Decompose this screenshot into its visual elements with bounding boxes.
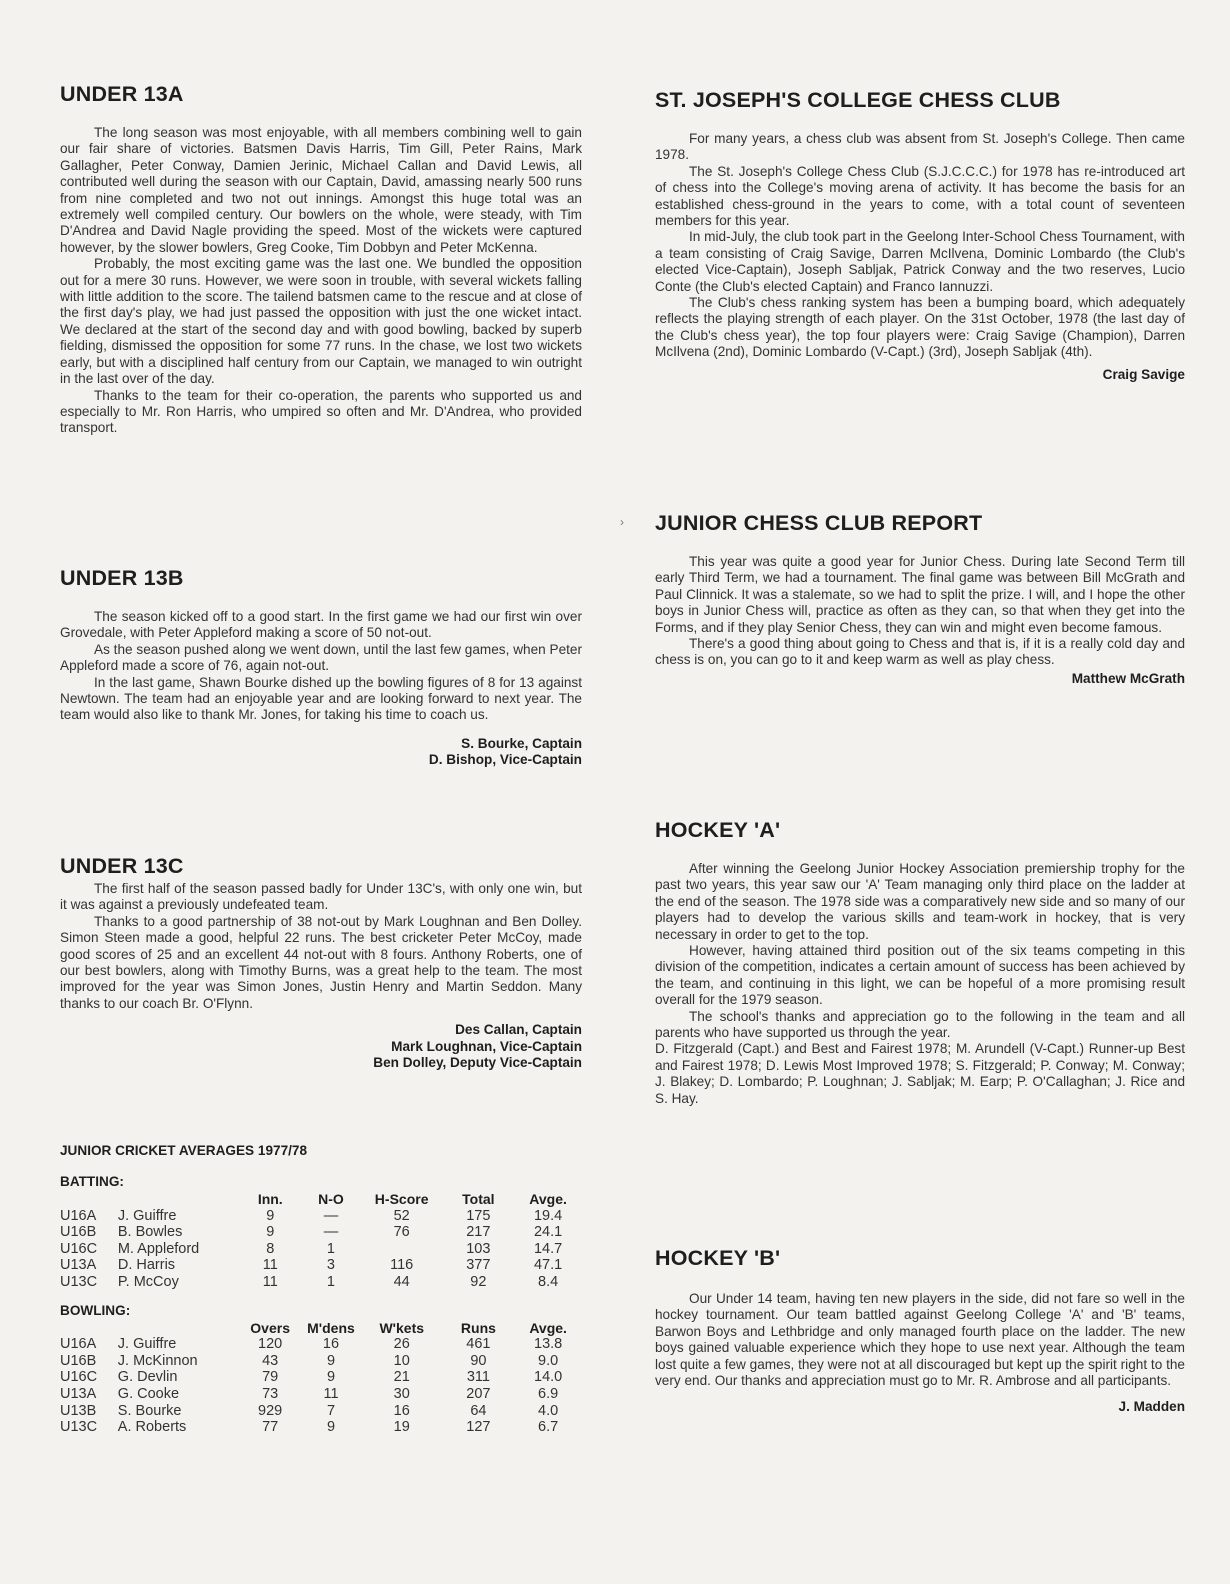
- hockey-a-paragraph: The school's thanks and appreciation go to the following in the team and all parents who have supported us through the year.: [655, 1008, 1185, 1041]
- table-cell: 11: [323, 1385, 339, 1402]
- table-cell: [361, 1241, 443, 1258]
- under-13b-body: [60, 609, 582, 724]
- table-cell: 73: [262, 1385, 279, 1402]
- table-header-cell: Overs: [250, 1319, 290, 1336]
- table-cell: U16B: [60, 1352, 97, 1369]
- table-cell: 461: [466, 1336, 491, 1353]
- table-cell: 9: [266, 1207, 275, 1224]
- junior-chess-body: [655, 554, 1185, 669]
- hockey-b-body: [655, 1291, 1185, 1389]
- under-13b-paragraph: In the last game, Shawn Bourke dished up the bowling figures of 8 for 13 against Newtown. The team had an enjoyable year and are looking forward to next year. The team would also like to thank Mr. Jones, for taking his time to coach us.: [60, 674, 582, 723]
- table-row: [60, 1403, 582, 1420]
- table-cell: 9: [326, 1352, 336, 1369]
- table-cell: 14.7: [533, 1240, 563, 1257]
- table-row: [60, 1257, 582, 1274]
- chess-club-paragraph: For many years, a chess club was absent from St. Joseph's College. Then came 1978.: [655, 131, 1185, 163]
- table-cell: 77: [262, 1419, 279, 1436]
- table-cell: G. Devlin: [117, 1369, 178, 1386]
- under-13a-paragraph: Thanks to the team for their co-operation, the parents who supported us and especially to Mr. Ron Harris, who umpired so often and Mr. D'Andrea, who provided transport.: [60, 387, 582, 436]
- hockey-a-section: [655, 818, 1185, 1107]
- hockey-a-paragraph: However, having attained third position out of the six teams competing in this division of the competition, indicates a certain amount of success has been achieved by the team, and continuing in this light, we can be hopeful of a more promising result overall for the 1979 season.: [655, 943, 1185, 1008]
- chess-club-body: [655, 131, 1185, 361]
- table-cell: A. Roberts: [117, 1419, 187, 1436]
- hockey-b-section: [655, 1246, 1185, 1416]
- under-13b-section: [60, 566, 582, 769]
- under-13b-paragraph: The season kicked off to a good start. In the first game we had our first win over Grovedale, with Peter Appleford making a score of 50 not-out.: [60, 609, 582, 641]
- under-13c-signature: Des Callan, Captain: [455, 1022, 582, 1038]
- chess-club-paragraph: The Club's chess ranking system has been a bumping board, which adequately reflects the playing strength of each player. On the 31st October, 1978 (the last day of the Club's chess year), the top four players were: Craig Savige (Champion), Darren McIlvena (2nd), Dominic Lombardo (V-Capt.) (3rd), Joseph Sabljak (4th).: [655, 295, 1185, 360]
- table-cell: S. Bourke: [117, 1402, 182, 1419]
- junior-chess-paragraph: There's a good thing about going to Chess and that is, if it is a really cold day and chess is on, you can go to it and keep warm as well as play chess.: [655, 636, 1185, 668]
- table-header-cell: W'kets: [379, 1319, 425, 1336]
- chess-club-signature: Craig Savige: [1102, 366, 1185, 382]
- table-cell: 9: [326, 1369, 336, 1386]
- table-cell: U16A: [60, 1207, 97, 1224]
- table-cell: 120: [258, 1336, 283, 1353]
- table-cell: 76: [393, 1224, 410, 1241]
- under-13a-title: UNDER 13A: [60, 82, 184, 106]
- table-cell: 14.0: [534, 1369, 563, 1386]
- table-cell: 24.1: [533, 1224, 563, 1241]
- table-cell: 116: [390, 1257, 414, 1274]
- table-cell: D. Harris: [117, 1257, 176, 1274]
- hockey-b-paragraph: Our Under 14 team, having ten new players in the side, did not fare so well in the hockey tournament. Our team battled against Geelong College 'A' and 'B' teams, Barwon Boys and Lethbridge and only managed fourth place on the ladder. The new boys gained valuable experience which they hope to use next year. Although the team lost quite a few games, they were not at all discouraged but kept up the spirit right to the very end. Our thanks and appreciation must go to Mr. R. Ambrose and all participants.: [655, 1291, 1185, 1389]
- table-row: [60, 1241, 582, 1258]
- table-row: [60, 1353, 582, 1370]
- table-cell: 217: [466, 1224, 491, 1241]
- table-cell: —: [323, 1207, 339, 1224]
- table-cell: 21: [393, 1369, 410, 1386]
- table-cell: 127: [466, 1419, 491, 1436]
- table-header-row: [60, 1320, 582, 1337]
- under-13b-signature: S. Bourke, Captain: [461, 735, 582, 751]
- table-cell: 64: [470, 1402, 487, 1419]
- hockey-b-signature: J. Madden: [1118, 1399, 1185, 1415]
- table-cell: 9: [326, 1419, 336, 1436]
- under-13c-paragraph: The first half of the season passed badly for Under 13C's, with only one win, but it was against a previously undefeated team.: [60, 881, 582, 913]
- table-header-cell: Inn.: [257, 1191, 283, 1207]
- table-cell: 103: [466, 1240, 491, 1257]
- table-cell: 4.0: [538, 1402, 559, 1419]
- table-cell: 92: [470, 1273, 487, 1290]
- bowling-label: BOWLING:: [60, 1302, 131, 1318]
- table-cell: U16B: [60, 1224, 97, 1241]
- table-cell: 47.1: [533, 1257, 563, 1274]
- table-header-cell: Total: [462, 1191, 495, 1207]
- under-13b-title: UNDER 13B: [60, 566, 184, 590]
- table-header-cell: M'dens: [307, 1319, 355, 1336]
- table-cell: U13B: [60, 1402, 97, 1419]
- table-cell: 43: [262, 1352, 279, 1369]
- batting-label: BATTING:: [60, 1174, 124, 1189]
- table-cell: —: [323, 1224, 339, 1241]
- table-cell: 16: [322, 1336, 340, 1353]
- table-cell: 26: [393, 1336, 410, 1353]
- table-cell: 207: [466, 1385, 491, 1402]
- cricket-averages-section: [60, 1143, 582, 1436]
- table-cell: 30: [393, 1385, 410, 1402]
- table-cell: 13.8: [534, 1336, 563, 1353]
- table-header-cell: N-O: [318, 1191, 344, 1207]
- table-header-cell: Avge.: [529, 1319, 567, 1336]
- table-cell: 9.0: [538, 1352, 559, 1369]
- table-row: [60, 1208, 582, 1225]
- table-cell: 79: [262, 1369, 279, 1386]
- table-cell: U16C: [60, 1369, 98, 1386]
- under-13a-paragraph: The long season was most enjoyable, with all members combining well to gain our fair share of victories. Batsmen Davis Harris, Tim Gill, Peter Rains, Mark Gallagher, Peter Conway, Damien Jerinic, Michael Callan and David Lewis, all contributed well during the season with our Captain, David, amassing nearly 500 runs from nine completed and two not out innings. Amongst this huge total was an extremely well compiled century. Our bowlers on the whole, were steady, with Tim D'Andrea and David Nagle providing the speed. Most of the wickets were captured however, by the slower bowlers, Greg Cooke, Tim Dobbyn and Peter McKenna.: [60, 125, 582, 255]
- table-cell: U13A: [60, 1385, 97, 1402]
- table-cell: M. Appleford: [117, 1240, 200, 1257]
- table-header-cell: [118, 1320, 239, 1337]
- under-13c-signature: Mark Loughnan, Vice-Captain: [391, 1038, 582, 1054]
- table-row: [60, 1274, 582, 1291]
- table-row: [60, 1224, 582, 1241]
- table-cell: 11: [262, 1273, 278, 1290]
- table-cell: 19: [393, 1419, 410, 1436]
- chess-club-paragraph: In mid-July, the club took part in the Geelong Inter-School Chess Tournament, with a team consisting of Craig Savige, Darren McIlvena, Dominic Lombardo (the Club's elected Vice-Captain), Joseph Sabljak, Patrick Conway and the two reserves, Lucio Conte (the Club's elected Captain) and Franco Iannuzzi.: [655, 229, 1185, 294]
- table-cell: 7: [326, 1402, 336, 1419]
- table-cell: P. McCoy: [117, 1273, 179, 1290]
- table-cell: U13C: [60, 1273, 98, 1290]
- table-cell: 6.9: [538, 1385, 559, 1402]
- table-cell: B. Bowles: [117, 1224, 183, 1241]
- table-cell: 16: [393, 1402, 410, 1419]
- table-cell: 9: [266, 1224, 275, 1241]
- stray-mark: ›: [620, 515, 624, 529]
- hockey-b-title: HOCKEY 'B': [655, 1246, 781, 1270]
- table-header-cell: [60, 1191, 118, 1208]
- table-cell: 90: [470, 1352, 487, 1369]
- hockey-a-paragraph: D. Fitzgerald (Capt.) and Best and Fairest 1978; M. Arundell (V-Capt.) Runner-up Best and Fairest 1978; D. Lewis Most Improved 1978; S. Fitzgerald; P. Conway; M. Conway; J. Blakey; D. Lombardo; P. Loughnan; J. Sabljak; M. Earp; P. O'Callaghan; J. Rice and S. Hay.: [655, 1041, 1185, 1106]
- hockey-a-title: HOCKEY 'A': [655, 818, 781, 842]
- table-header-cell: [60, 1320, 118, 1337]
- table-cell: 8: [266, 1240, 275, 1257]
- under-13b-signature: D. Bishop, Vice-Captain: [428, 752, 582, 768]
- table-row: [60, 1419, 582, 1436]
- table-cell: J. McKinnon: [117, 1352, 198, 1369]
- under-13c-paragraph: Thanks to a good partnership of 38 not-out by Mark Loughnan and Ben Dolley. Simon Steen made a good, helpful 22 runs. The best cricketer Peter McCoy, made good scores of 25 and an excellent 44 not-out with 8 fours. Anthony Roberts, one of our best bowlers, along with Timothy Burns, was a great help to the team. The most improved for the year was Simon Jones, Justin Henry and Martin Seddon. Many thanks to our coach Br. O'Flynn.: [60, 913, 582, 1011]
- chess-club-title: ST. JOSEPH'S COLLEGE CHESS CLUB: [655, 88, 1061, 112]
- under-13a-body: [60, 125, 582, 437]
- chess-club-paragraph: The St. Joseph's College Chess Club (S.J.C.C.C.) for 1978 has re-introduced art of chess into the College's moving arena of activity. It has become the basis for an established chess-ground in the years to come, with a total count of seventeen members for this year.: [655, 163, 1185, 229]
- table-cell: 929: [258, 1402, 283, 1419]
- junior-chess-signature: Matthew McGrath: [1071, 670, 1185, 686]
- table-cell: 311: [466, 1369, 490, 1386]
- table-cell: 377: [466, 1257, 491, 1274]
- chess-club-section: [655, 88, 1185, 383]
- table-cell: U16A: [60, 1336, 97, 1353]
- under-13b-paragraph: As the season pushed along we went down, until the last few games, when Peter Appleford made a score of 76, again not-out.: [60, 641, 582, 674]
- table-cell: J. Guiffre: [117, 1336, 177, 1353]
- table-cell: 52: [393, 1207, 410, 1224]
- under-13c-section: [60, 854, 582, 1071]
- under-13a-section: [60, 82, 582, 437]
- table-cell: G. Cooke: [117, 1385, 180, 1402]
- table-cell: 11: [262, 1257, 278, 1274]
- table-row: [60, 1386, 582, 1403]
- table-header-row: [60, 1191, 582, 1208]
- junior-chess-paragraph: This year was quite a good year for Junior Chess. During late Second Term till early Third Term, we had a tournament. The final game was between Bill McGrath and Paul Clinnick. It was a stalemate, so we had to split the prize. I will, and I hope the other boys in Junior Chess will, practice as often as they can, so that when they get into the Forms, and if they play Senior Chess, they can win and might even become famous.: [655, 554, 1185, 635]
- table-cell: 175: [466, 1207, 491, 1224]
- table-cell: 8.4: [538, 1273, 559, 1290]
- under-13c-body: [60, 881, 582, 1012]
- table-cell: 1: [326, 1273, 335, 1290]
- table-cell: 10: [393, 1352, 410, 1369]
- bowling-table: [60, 1320, 582, 1436]
- table-cell: U16C: [60, 1240, 98, 1257]
- junior-chess-title: JUNIOR CHESS CLUB REPORT: [655, 511, 983, 535]
- table-header-cell: Avge.: [529, 1191, 567, 1207]
- table-header-cell: [118, 1191, 240, 1208]
- hockey-a-body: [655, 861, 1185, 1107]
- table-cell: 1: [326, 1240, 335, 1257]
- table-cell: 3: [326, 1257, 335, 1274]
- under-13c-title: UNDER 13C: [60, 854, 184, 878]
- under-13a-paragraph: Probably, the most exciting game was the last one. We bundled the opposition out for a mere 30 runs. However, we were soon in trouble, with several wickets falling with little addition to the score. The tailend batsmen came to the rescue and at close of the first day's play, we had just passed the opposition with just the one wicket intact. We declared at the start of the second day and with good bowling, backed by superb fielding, dismissed the opposition for some 77 runs. In the chase, we lost two wickets early, but with a disciplined half century from our Captain, we managed to win outright in the last over of the day.: [60, 256, 582, 387]
- batting-table: [60, 1191, 582, 1291]
- table-row: [60, 1369, 582, 1386]
- table-cell: U13C: [60, 1419, 98, 1436]
- table-cell: U13A: [60, 1257, 97, 1274]
- table-row: [60, 1336, 582, 1353]
- junior-chess-section: [655, 511, 1185, 687]
- table-header-cell: H-Score: [374, 1191, 429, 1207]
- table-cell: 44: [393, 1273, 410, 1290]
- table-header-cell: Runs: [460, 1319, 496, 1336]
- hockey-a-paragraph: After winning the Geelong Junior Hockey Association premiership trophy for the past two years, this year saw our 'A' Team managing only third place on the ladder at the end of the season. The 1978 side was a comparatively new side and so many of our players had to develop the various skills and team-work in hockey, that is very necessary in order to get to the top.: [655, 861, 1185, 942]
- table-cell: J. Guiffre: [117, 1207, 177, 1224]
- under-13c-signature: Ben Dolley, Deputy Vice-Captain: [373, 1055, 582, 1071]
- averages-title: JUNIOR CRICKET AVERAGES 1977/78: [60, 1143, 308, 1158]
- table-cell: 19.4: [533, 1207, 563, 1224]
- table-cell: 6.7: [538, 1419, 559, 1436]
